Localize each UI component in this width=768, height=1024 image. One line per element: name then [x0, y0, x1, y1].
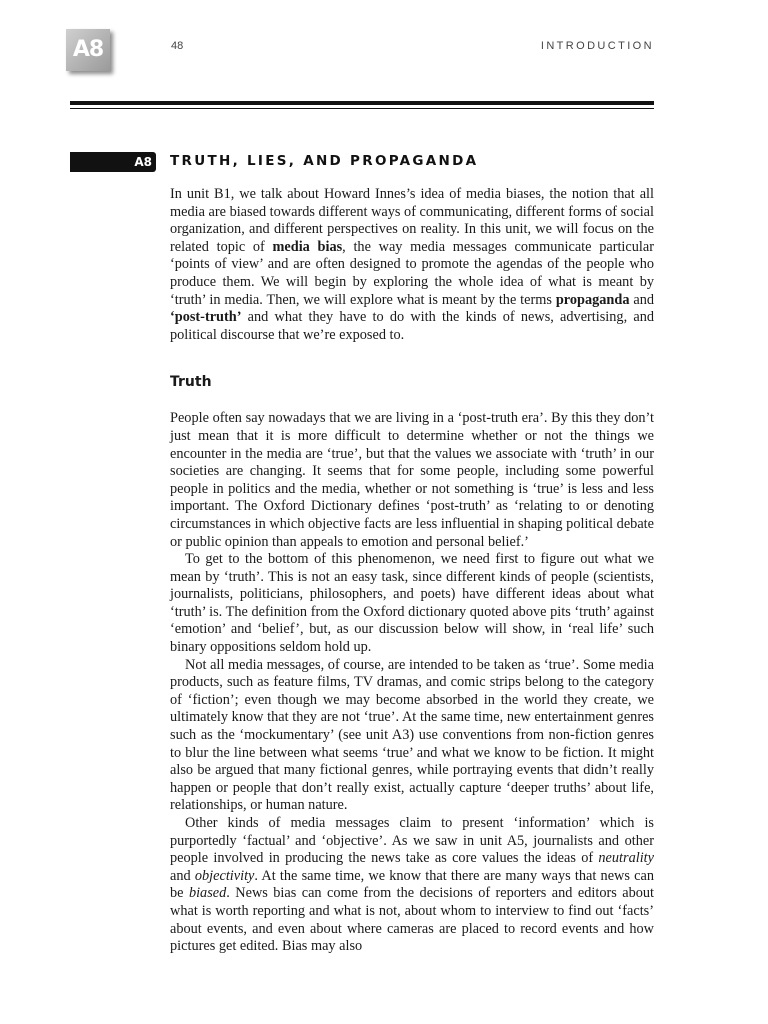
term-neutrality: neutrality: [598, 850, 654, 867]
term-post-truth: ‘post-truth’: [170, 309, 242, 326]
section-tab: A8: [70, 152, 156, 172]
intro-paragraph: In unit B1, we talk about Howard Innes’s idea of media biases, the notion that all media are biased towards different ways of communicating, different forms of social organization, and different perspectives on reality. In this unit, we will focus on the related topic of media bias, the way media messages communicate particular ‘points of view’ and are often designed to promote the agendas of the people who produce them. We will begin by exploring the whole idea of what is meant by ‘truth’ in media. Then, we will explore what is meant by the terms propaganda and ‘post-truth’ and what they have to do with the kinds of news, advertising, and political discourse that we’re exposed to.: [170, 186, 654, 343]
term-objectivity: objectivity: [194, 867, 255, 884]
term-media-bias: media bias: [272, 238, 343, 255]
page-number: 48: [171, 40, 184, 52]
term-biased: biased: [188, 885, 227, 902]
paragraph: To get to the bottom of this phenomenon, we need first to figure out what we mean by ‘truth’. This is not an easy task, since different kinds of people (scientists, journalists, politicians, philosophers, and poets) have different ideas about what ‘truth’ is. The definition from the Oxford dictionary quoted above pits ‘truth’ against ‘emotion’ and ‘belief’, but, as our discussion below will show, in ‘real life’ such binary oppositions seldom hold up.: [170, 551, 654, 656]
unit-badge: A8: [66, 29, 110, 71]
term-propaganda: propaganda: [555, 291, 630, 308]
body-text: [170, 186, 654, 956]
section-title: TRUTH, LIES, AND PROPAGANDA: [170, 153, 479, 169]
paragraph: Other kinds of media messages claim to present ‘information’ which is purportedly ‘factual’ and ‘objective’. As we saw in unit A5, journalists and other people involved in producing the news take as core values the ideas of neutrality and objectivity. At the same time, we know that there are many ways that news can be biased. News bias can come from the decisions of reporters and editors about what is worth reporting and what is not, about whom to interview to find out ‘facts’ about events, and even about where cameras are placed to record events and how pictures get edited. Bias may also: [170, 815, 654, 955]
paragraph: People often say nowadays that we are living in a ‘post-truth era’. By this they don’t just mean that it is more difficult to determine whether or not the things we encounter in the media are ‘true’, but that the values we associate with ‘truth’ in our societies are changing. It seems that for some people, including some powerful people in politics and the media, whether or not something is ‘true’ is less and less important. The Oxford Dictionary defines ‘post-truth’ as ‘relating to or denoting circumstances in which objective facts are less influential in shaping political debate or public opinion than appeals to emotion and personal belief.’: [170, 410, 654, 550]
running-head: INTRODUCTION: [540, 40, 654, 52]
header-rule-thick: [70, 101, 654, 105]
paragraph: Not all media messages, of course, are intended to be taken as ‘true’. Some media products, such as feature films, TV dramas, and comic strips belong to the category of ‘fiction’; even though we may become absorbed in the world they create, we ultimately know that they are not ‘true’. At the same time, new entertainment genres such as the ‘mockumentary’ (see unit A3) use conventions from non-fiction genres to blur the line between what seems ‘true’ and what we know to be fiction. It might also be argued that many fictional genres, while portraying events that didn’t really happen or people that don’t really exist, actually capture ‘deeper truths’ about life, relationships, or human nature.: [170, 656, 654, 814]
subheading-truth: Truth: [170, 374, 212, 391]
header-rule-thin: [70, 108, 654, 109]
